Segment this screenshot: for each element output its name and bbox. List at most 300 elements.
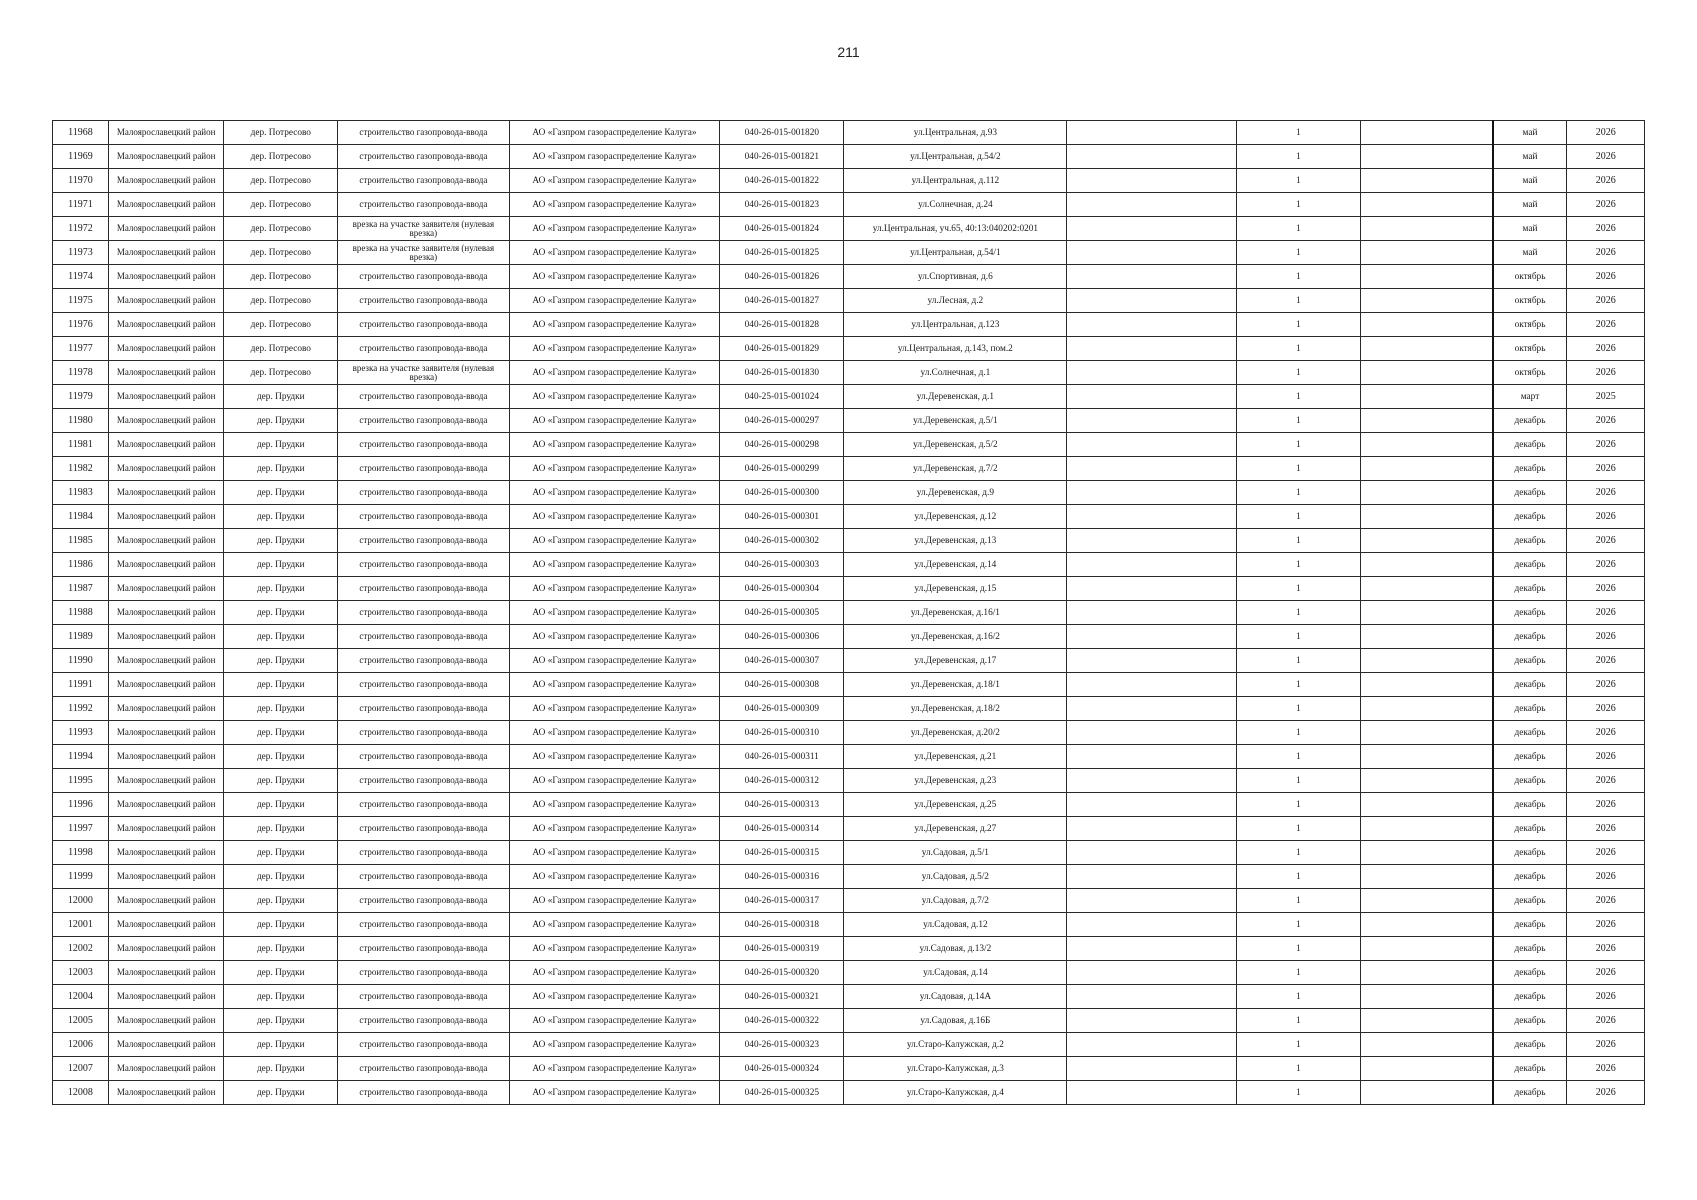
organization-cell: АО «Газпром газораспределение Калуга» xyxy=(509,1033,720,1057)
district-cell: Малоярославецкий район xyxy=(108,985,224,1009)
table-row xyxy=(53,529,1645,553)
work-type-cell: врезка на участке заявителя (нулевая врезка) xyxy=(338,217,509,241)
empty-cell xyxy=(1067,481,1236,505)
work-type-cell: строительство газопровода-ввода xyxy=(338,529,509,553)
empty-cell xyxy=(1360,385,1492,409)
empty-cell xyxy=(1360,769,1492,793)
empty-cell xyxy=(1067,529,1236,553)
row-number: 11972 xyxy=(53,217,109,241)
table-row xyxy=(53,241,1645,265)
empty-cell xyxy=(1360,169,1492,193)
year-cell: 2026 xyxy=(1567,145,1645,169)
organization-cell: АО «Газпром газораспределение Калуга» xyxy=(509,1009,720,1033)
year-cell: 2026 xyxy=(1567,913,1645,937)
organization-cell: АО «Газпром газораспределение Калуга» xyxy=(509,913,720,937)
row-number: 11973 xyxy=(53,241,109,265)
settlement-cell: дер. Потресово xyxy=(224,289,338,313)
table-row xyxy=(53,961,1645,985)
empty-cell xyxy=(1067,433,1236,457)
application-number-cell: 040-26-015-001825 xyxy=(720,241,844,265)
row-number: 11984 xyxy=(53,505,109,529)
work-type-cell: строительство газопровода-ввода xyxy=(338,817,509,841)
year-cell: 2026 xyxy=(1567,217,1645,241)
row-number: 11989 xyxy=(53,625,109,649)
address-cell: ул.Садовая, д.12 xyxy=(844,913,1067,937)
empty-cell xyxy=(1067,409,1236,433)
month-cell: декабрь xyxy=(1493,865,1567,889)
table-row xyxy=(53,913,1645,937)
month-cell: октябрь xyxy=(1493,289,1567,313)
district-cell: Малоярославецкий район xyxy=(108,889,224,913)
year-cell: 2026 xyxy=(1567,817,1645,841)
row-number: 11986 xyxy=(53,553,109,577)
row-number: 11994 xyxy=(53,745,109,769)
row-number: 11975 xyxy=(53,289,109,313)
month-cell: декабрь xyxy=(1493,457,1567,481)
empty-cell xyxy=(1067,121,1236,145)
empty-cell xyxy=(1067,745,1236,769)
application-number-cell: 040-26-015-000321 xyxy=(720,985,844,1009)
settlement-cell: дер. Потресово xyxy=(224,193,338,217)
empty-cell xyxy=(1067,793,1236,817)
row-number: 12004 xyxy=(53,985,109,1009)
empty-cell xyxy=(1360,577,1492,601)
month-cell: декабрь xyxy=(1493,1033,1567,1057)
month-cell: декабрь xyxy=(1493,1057,1567,1081)
quantity-cell: 1 xyxy=(1236,817,1360,841)
empty-cell xyxy=(1067,241,1236,265)
work-type-cell: строительство газопровода-ввода xyxy=(338,889,509,913)
organization-cell: АО «Газпром газораспределение Калуга» xyxy=(509,481,720,505)
year-cell: 2026 xyxy=(1567,601,1645,625)
year-cell: 2026 xyxy=(1567,865,1645,889)
empty-cell xyxy=(1360,481,1492,505)
work-type-cell: строительство газопровода-ввода xyxy=(338,1057,509,1081)
table-row xyxy=(53,865,1645,889)
month-cell: декабрь xyxy=(1493,961,1567,985)
table-row xyxy=(53,577,1645,601)
work-type-cell: строительство газопровода-ввода xyxy=(338,769,509,793)
work-type-cell: строительство газопровода-ввода xyxy=(338,385,509,409)
district-cell: Малоярославецкий район xyxy=(108,1009,224,1033)
organization-cell: АО «Газпром газораспределение Калуга» xyxy=(509,121,720,145)
year-cell: 2026 xyxy=(1567,505,1645,529)
address-cell: ул.Деревенская, д.14 xyxy=(844,553,1067,577)
address-cell: ул.Старо-Калужская, д.3 xyxy=(844,1057,1067,1081)
district-cell: Малоярославецкий район xyxy=(108,337,224,361)
empty-cell xyxy=(1360,721,1492,745)
application-number-cell: 040-26-015-000325 xyxy=(720,1081,844,1105)
month-cell: май xyxy=(1493,145,1567,169)
empty-cell xyxy=(1360,553,1492,577)
district-cell: Малоярославецкий район xyxy=(108,601,224,625)
quantity-cell: 1 xyxy=(1236,793,1360,817)
year-cell: 2026 xyxy=(1567,649,1645,673)
table-row xyxy=(53,841,1645,865)
organization-cell: АО «Газпром газораспределение Калуга» xyxy=(509,241,720,265)
year-cell: 2026 xyxy=(1567,169,1645,193)
quantity-cell: 1 xyxy=(1236,481,1360,505)
organization-cell: АО «Газпром газораспределение Калуга» xyxy=(509,193,720,217)
empty-cell xyxy=(1067,337,1236,361)
work-type-cell: строительство газопровода-ввода xyxy=(338,265,509,289)
application-number-cell: 040-26-015-001830 xyxy=(720,361,844,385)
organization-cell: АО «Газпром газораспределение Калуга» xyxy=(509,841,720,865)
organization-cell: АО «Газпром газораспределение Калуга» xyxy=(509,385,720,409)
settlement-cell: дер. Потресово xyxy=(224,121,338,145)
month-cell: декабрь xyxy=(1493,505,1567,529)
empty-cell xyxy=(1360,793,1492,817)
district-cell: Малоярославецкий район xyxy=(108,577,224,601)
empty-cell xyxy=(1360,337,1492,361)
address-cell: ул.Деревенская, д.16/2 xyxy=(844,625,1067,649)
table-row xyxy=(53,721,1645,745)
month-cell: декабрь xyxy=(1493,721,1567,745)
organization-cell: АО «Газпром газораспределение Калуга» xyxy=(509,265,720,289)
month-cell: декабрь xyxy=(1493,1081,1567,1105)
work-type-cell: строительство газопровода-ввода xyxy=(338,553,509,577)
address-cell: ул.Деревенская, д.16/1 xyxy=(844,601,1067,625)
work-type-cell: строительство газопровода-ввода xyxy=(338,961,509,985)
month-cell: октябрь xyxy=(1493,361,1567,385)
application-number-cell: 040-26-015-000323 xyxy=(720,1033,844,1057)
month-cell: декабрь xyxy=(1493,937,1567,961)
empty-cell xyxy=(1360,649,1492,673)
application-number-cell: 040-26-015-000318 xyxy=(720,913,844,937)
empty-cell xyxy=(1360,1057,1492,1081)
empty-cell xyxy=(1067,649,1236,673)
empty-cell xyxy=(1360,265,1492,289)
row-number: 11988 xyxy=(53,601,109,625)
year-cell: 2026 xyxy=(1567,265,1645,289)
address-cell: ул.Лесная, д.2 xyxy=(844,289,1067,313)
quantity-cell: 1 xyxy=(1236,337,1360,361)
work-type-cell: строительство газопровода-ввода xyxy=(338,433,509,457)
table-row xyxy=(53,145,1645,169)
quantity-cell: 1 xyxy=(1236,673,1360,697)
organization-cell: АО «Газпром газораспределение Калуга» xyxy=(509,961,720,985)
empty-cell xyxy=(1067,265,1236,289)
quantity-cell: 1 xyxy=(1236,505,1360,529)
year-cell: 2026 xyxy=(1567,793,1645,817)
row-number: 11985 xyxy=(53,529,109,553)
application-number-cell: 040-26-015-001826 xyxy=(720,265,844,289)
organization-cell: АО «Газпром газораспределение Калуга» xyxy=(509,769,720,793)
year-cell: 2026 xyxy=(1567,577,1645,601)
application-number-cell: 040-26-015-000308 xyxy=(720,673,844,697)
application-number-cell: 040-26-015-001823 xyxy=(720,193,844,217)
district-cell: Малоярославецкий район xyxy=(108,841,224,865)
empty-cell xyxy=(1360,913,1492,937)
empty-cell xyxy=(1360,193,1492,217)
address-cell: ул.Садовая, д.16Б xyxy=(844,1009,1067,1033)
empty-cell xyxy=(1360,1033,1492,1057)
work-type-cell: строительство газопровода-ввода xyxy=(338,793,509,817)
address-cell: ул.Деревенская, д.27 xyxy=(844,817,1067,841)
empty-cell xyxy=(1360,601,1492,625)
year-cell: 2026 xyxy=(1567,721,1645,745)
month-cell: декабрь xyxy=(1493,913,1567,937)
address-cell: ул.Старо-Калужская, д.4 xyxy=(844,1081,1067,1105)
settlement-cell: дер. Прудки xyxy=(224,817,338,841)
row-number: 11987 xyxy=(53,577,109,601)
quantity-cell: 1 xyxy=(1236,913,1360,937)
year-cell: 2026 xyxy=(1567,121,1645,145)
quantity-cell: 1 xyxy=(1236,745,1360,769)
district-cell: Малоярославецкий район xyxy=(108,817,224,841)
work-type-cell: строительство газопровода-ввода xyxy=(338,505,509,529)
work-type-cell: строительство газопровода-ввода xyxy=(338,145,509,169)
district-cell: Малоярославецкий район xyxy=(108,1081,224,1105)
empty-cell xyxy=(1360,1009,1492,1033)
organization-cell: АО «Газпром газораспределение Калуга» xyxy=(509,865,720,889)
work-type-cell: строительство газопровода-ввода xyxy=(338,937,509,961)
address-cell: ул.Деревенская, д.17 xyxy=(844,649,1067,673)
empty-cell xyxy=(1067,313,1236,337)
work-type-cell: строительство газопровода-ввода xyxy=(338,913,509,937)
row-number: 11982 xyxy=(53,457,109,481)
work-type-cell: строительство газопровода-ввода xyxy=(338,1009,509,1033)
work-type-cell: строительство газопровода-ввода xyxy=(338,193,509,217)
empty-cell xyxy=(1067,1081,1236,1105)
table-row xyxy=(53,433,1645,457)
empty-cell xyxy=(1067,937,1236,961)
settlement-cell: дер. Прудки xyxy=(224,985,338,1009)
organization-cell: АО «Газпром газораспределение Калуга» xyxy=(509,313,720,337)
row-number: 11981 xyxy=(53,433,109,457)
address-cell: ул.Деревенская, д.12 xyxy=(844,505,1067,529)
work-type-cell: строительство газопровода-ввода xyxy=(338,649,509,673)
application-number-cell: 040-26-015-001824 xyxy=(720,217,844,241)
organization-cell: АО «Газпром газораспределение Калуга» xyxy=(509,721,720,745)
organization-cell: АО «Газпром газораспределение Калуга» xyxy=(509,217,720,241)
month-cell: декабрь xyxy=(1493,649,1567,673)
empty-cell xyxy=(1360,505,1492,529)
quantity-cell: 1 xyxy=(1236,961,1360,985)
year-cell: 2026 xyxy=(1567,961,1645,985)
application-number-cell: 040-26-015-000310 xyxy=(720,721,844,745)
application-number-cell: 040-26-015-000315 xyxy=(720,841,844,865)
month-cell: октябрь xyxy=(1493,337,1567,361)
table-row xyxy=(53,1009,1645,1033)
quantity-cell: 1 xyxy=(1236,553,1360,577)
settlement-cell: дер. Прудки xyxy=(224,409,338,433)
quantity-cell: 1 xyxy=(1236,241,1360,265)
application-number-cell: 040-25-015-001024 xyxy=(720,385,844,409)
settlement-cell: дер. Прудки xyxy=(224,1009,338,1033)
month-cell: октябрь xyxy=(1493,265,1567,289)
empty-cell xyxy=(1067,721,1236,745)
table-row xyxy=(53,289,1645,313)
settlement-cell: дер. Прудки xyxy=(224,673,338,697)
settlement-cell: дер. Прудки xyxy=(224,529,338,553)
application-number-cell: 040-26-015-000322 xyxy=(720,1009,844,1033)
month-cell: декабрь xyxy=(1493,889,1567,913)
quantity-cell: 1 xyxy=(1236,721,1360,745)
settlement-cell: дер. Прудки xyxy=(224,961,338,985)
empty-cell xyxy=(1360,121,1492,145)
empty-cell xyxy=(1360,697,1492,721)
empty-cell xyxy=(1067,457,1236,481)
empty-cell xyxy=(1360,625,1492,649)
month-cell: март xyxy=(1493,385,1567,409)
month-cell: декабрь xyxy=(1493,697,1567,721)
year-cell: 2026 xyxy=(1567,937,1645,961)
district-cell: Малоярославецкий район xyxy=(108,673,224,697)
empty-cell xyxy=(1067,193,1236,217)
organization-cell: АО «Газпром газораспределение Калуга» xyxy=(509,409,720,433)
table-row xyxy=(53,385,1645,409)
address-cell: ул.Садовая, д.5/1 xyxy=(844,841,1067,865)
empty-cell xyxy=(1360,817,1492,841)
empty-cell xyxy=(1360,409,1492,433)
row-number: 12002 xyxy=(53,937,109,961)
row-number: 12000 xyxy=(53,889,109,913)
table-row xyxy=(53,1081,1645,1105)
empty-cell xyxy=(1067,961,1236,985)
address-cell: ул.Центральная, д.112 xyxy=(844,169,1067,193)
empty-cell xyxy=(1067,913,1236,937)
address-cell: ул.Деревенская, д.1 xyxy=(844,385,1067,409)
district-cell: Малоярославецкий район xyxy=(108,865,224,889)
district-cell: Малоярославецкий район xyxy=(108,289,224,313)
organization-cell: АО «Газпром газораспределение Калуга» xyxy=(509,361,720,385)
district-cell: Малоярославецкий район xyxy=(108,193,224,217)
year-cell: 2026 xyxy=(1567,769,1645,793)
district-cell: Малоярославецкий район xyxy=(108,409,224,433)
table-row xyxy=(53,817,1645,841)
table-row xyxy=(53,745,1645,769)
empty-cell xyxy=(1067,1033,1236,1057)
application-number-cell: 040-26-015-000317 xyxy=(720,889,844,913)
empty-cell xyxy=(1360,241,1492,265)
empty-cell xyxy=(1360,745,1492,769)
application-number-cell: 040-26-015-001827 xyxy=(720,289,844,313)
year-cell: 2026 xyxy=(1567,361,1645,385)
application-number-cell: 040-26-015-000305 xyxy=(720,601,844,625)
work-type-cell: строительство газопровода-ввода xyxy=(338,721,509,745)
row-number: 12007 xyxy=(53,1057,109,1081)
work-type-cell: строительство газопровода-ввода xyxy=(338,409,509,433)
year-cell: 2026 xyxy=(1567,889,1645,913)
settlement-cell: дер. Прудки xyxy=(224,721,338,745)
empty-cell xyxy=(1360,937,1492,961)
settlement-cell: дер. Прудки xyxy=(224,1057,338,1081)
quantity-cell: 1 xyxy=(1236,457,1360,481)
address-cell: ул.Центральная, д.143, пом.2 xyxy=(844,337,1067,361)
settlement-cell: дер. Прудки xyxy=(224,601,338,625)
address-cell: ул.Центральная, д.93 xyxy=(844,121,1067,145)
year-cell: 2026 xyxy=(1567,841,1645,865)
empty-cell xyxy=(1067,889,1236,913)
work-type-cell: строительство газопровода-ввода xyxy=(338,577,509,601)
table-body xyxy=(53,121,1645,1105)
application-number-cell: 040-26-015-000309 xyxy=(720,697,844,721)
table-row xyxy=(53,673,1645,697)
application-number-cell: 040-26-015-000313 xyxy=(720,793,844,817)
table-row xyxy=(53,481,1645,505)
empty-cell xyxy=(1067,553,1236,577)
month-cell: декабрь xyxy=(1493,793,1567,817)
application-number-cell: 040-26-015-000298 xyxy=(720,433,844,457)
district-cell: Малоярославецкий район xyxy=(108,361,224,385)
month-cell: декабрь xyxy=(1493,409,1567,433)
work-type-cell: врезка на участке заявителя (нулевая врезка) xyxy=(338,361,509,385)
year-cell: 2026 xyxy=(1567,409,1645,433)
organization-cell: АО «Газпром газораспределение Калуга» xyxy=(509,745,720,769)
settlement-cell: дер. Потресово xyxy=(224,313,338,337)
district-cell: Малоярославецкий район xyxy=(108,217,224,241)
empty-cell xyxy=(1360,961,1492,985)
organization-cell: АО «Газпром газораспределение Калуга» xyxy=(509,817,720,841)
row-number: 11979 xyxy=(53,385,109,409)
table-row xyxy=(53,625,1645,649)
row-number: 12005 xyxy=(53,1009,109,1033)
organization-cell: АО «Газпром газораспределение Калуга» xyxy=(509,985,720,1009)
settlement-cell: дер. Прудки xyxy=(224,937,338,961)
district-cell: Малоярославецкий район xyxy=(108,961,224,985)
gasification-table xyxy=(52,120,1645,1105)
quantity-cell: 1 xyxy=(1236,577,1360,601)
district-cell: Малоярославецкий район xyxy=(108,457,224,481)
settlement-cell: дер. Потресово xyxy=(224,169,338,193)
organization-cell: АО «Газпром газораспределение Калуга» xyxy=(509,145,720,169)
row-number: 11970 xyxy=(53,169,109,193)
empty-cell xyxy=(1067,577,1236,601)
empty-cell xyxy=(1360,289,1492,313)
application-number-cell: 040-26-015-001822 xyxy=(720,169,844,193)
row-number: 12008 xyxy=(53,1081,109,1105)
organization-cell: АО «Газпром газораспределение Калуга» xyxy=(509,433,720,457)
empty-cell xyxy=(1067,601,1236,625)
address-cell: ул.Деревенская, д.18/1 xyxy=(844,673,1067,697)
row-number: 11977 xyxy=(53,337,109,361)
year-cell: 2026 xyxy=(1567,673,1645,697)
address-cell: ул.Деревенская, д.7/2 xyxy=(844,457,1067,481)
organization-cell: АО «Газпром газораспределение Калуга» xyxy=(509,649,720,673)
work-type-cell: строительство газопровода-ввода xyxy=(338,481,509,505)
empty-cell xyxy=(1067,985,1236,1009)
settlement-cell: дер. Потресово xyxy=(224,217,338,241)
row-number: 11980 xyxy=(53,409,109,433)
month-cell: май xyxy=(1493,217,1567,241)
empty-cell xyxy=(1067,169,1236,193)
empty-cell xyxy=(1067,1057,1236,1081)
settlement-cell: дер. Прудки xyxy=(224,385,338,409)
row-number: 11991 xyxy=(53,673,109,697)
table-row xyxy=(53,217,1645,241)
year-cell: 2026 xyxy=(1567,529,1645,553)
district-cell: Малоярославецкий район xyxy=(108,121,224,145)
district-cell: Малоярославецкий район xyxy=(108,241,224,265)
table-row xyxy=(53,121,1645,145)
address-cell: ул.Центральная, уч.65, 40:13:040202:0201 xyxy=(844,217,1067,241)
application-number-cell: 040-26-015-000320 xyxy=(720,961,844,985)
quantity-cell: 1 xyxy=(1236,937,1360,961)
empty-cell xyxy=(1067,673,1236,697)
table-row xyxy=(53,985,1645,1009)
work-type-cell: строительство газопровода-ввода xyxy=(338,673,509,697)
year-cell: 2026 xyxy=(1567,553,1645,577)
settlement-cell: дер. Прудки xyxy=(224,913,338,937)
month-cell: декабрь xyxy=(1493,985,1567,1009)
table-row xyxy=(53,505,1645,529)
table-row xyxy=(53,553,1645,577)
settlement-cell: дер. Потресово xyxy=(224,265,338,289)
address-cell: ул.Садовая, д.5/2 xyxy=(844,865,1067,889)
year-cell: 2025 xyxy=(1567,385,1645,409)
address-cell: ул.Деревенская, д.13 xyxy=(844,529,1067,553)
